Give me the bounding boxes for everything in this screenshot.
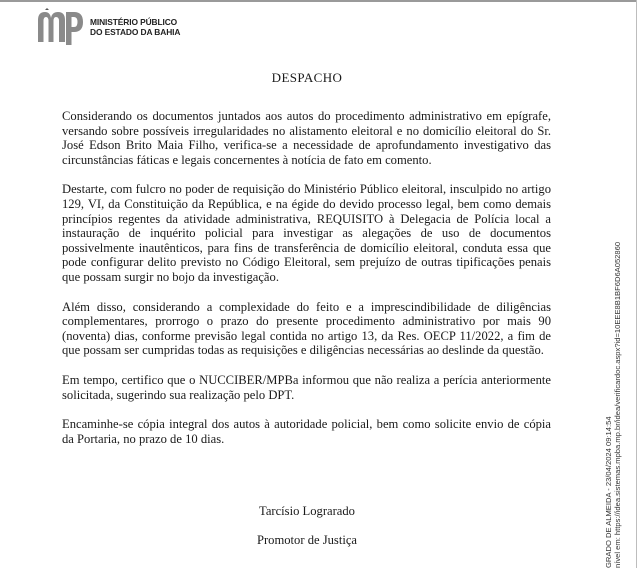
document-title: DESPACHO [271, 70, 343, 85]
letterhead [36, 8, 180, 46]
signatory-name: Tarcísio Lograrado [259, 504, 355, 518]
paragraph-4: Em tempo, certifico que o NUCCIBER/MPBa informou que não realiza a perícia anteriormente solicitada, sugerindo sua realização pelo DPT. [62, 372, 551, 402]
top-border [0, 0, 637, 2]
org-name [90, 17, 180, 37]
paragraph-5: Encaminhe-se cópia integral dos autos à autoridade policial, bem como solicite envio de cópia da Portaria, no prazo de 10 dias. [62, 417, 551, 446]
paragraph-3: Além disso, considerando a complexidade do feito e a imprescindibilidade de diligências complementares, prorrogo o prazo do presente procedimento administrativo por mais 90 (noventa) dias, conforme previsão legal contida no artigo 13, da Res. OECP 11/2022, a fim de que possam ser cumpridas todas as requisições e diligências necessárias ao deslinde da questão. [62, 299, 551, 358]
paragraph-2: Destarte, com fulcro no poder de requisição do Ministério Público eleitoral, insculpido no artigo 129, VI, da Constituição da República, e na égide do devido processo legal, bem como demais princípios regentes da atividade administrativa, REQUISITO à Delegacia de Polícia local a instauração de inquérito policial para investigar as alegações de uso de documentos possivelmente inautênticos, para fins de transferência de domicílio eleitoral, conduta essa que pode configurar delito previsto no Código Eleitoral, sem prejuízo de outras tipificações penais que possam surgir no bojo da investigação. [62, 182, 551, 284]
verification-stamp [604, 242, 623, 568]
mp-logo-icon [36, 8, 84, 46]
org-name-line1: MINISTÉRIO PÚBLICO [90, 17, 178, 27]
signatory-role: Promotor de Justiça [256, 533, 358, 547]
org-name-line2: DO ESTADO DA BAHIA [90, 27, 181, 37]
paragraph-1: Considerando os documentos juntados aos autos do procedimento administrativo em epígrafe, versando sobre possíveis irregularidades no alistamento eleitoral e no domicílio eleitoral do Sr. José Edson Brito Maia Filho, verifica-se a necessidade de aprofundamento investigativo das circunstâncias fáticas e legais concernentes à notícia de fato em comento. [62, 109, 551, 167]
document-body [62, 109, 551, 461]
verification-stamp-line1: GRADO DE ALMEIDA - 23/04/2024 09:14:54 [604, 416, 613, 568]
verification-stamp-line2: nível em: https://idea.sistemas.mpba.mp.br/idea/verificardoc.aspx?id=10EEE8B1BF6D6A052860 [613, 241, 623, 568]
